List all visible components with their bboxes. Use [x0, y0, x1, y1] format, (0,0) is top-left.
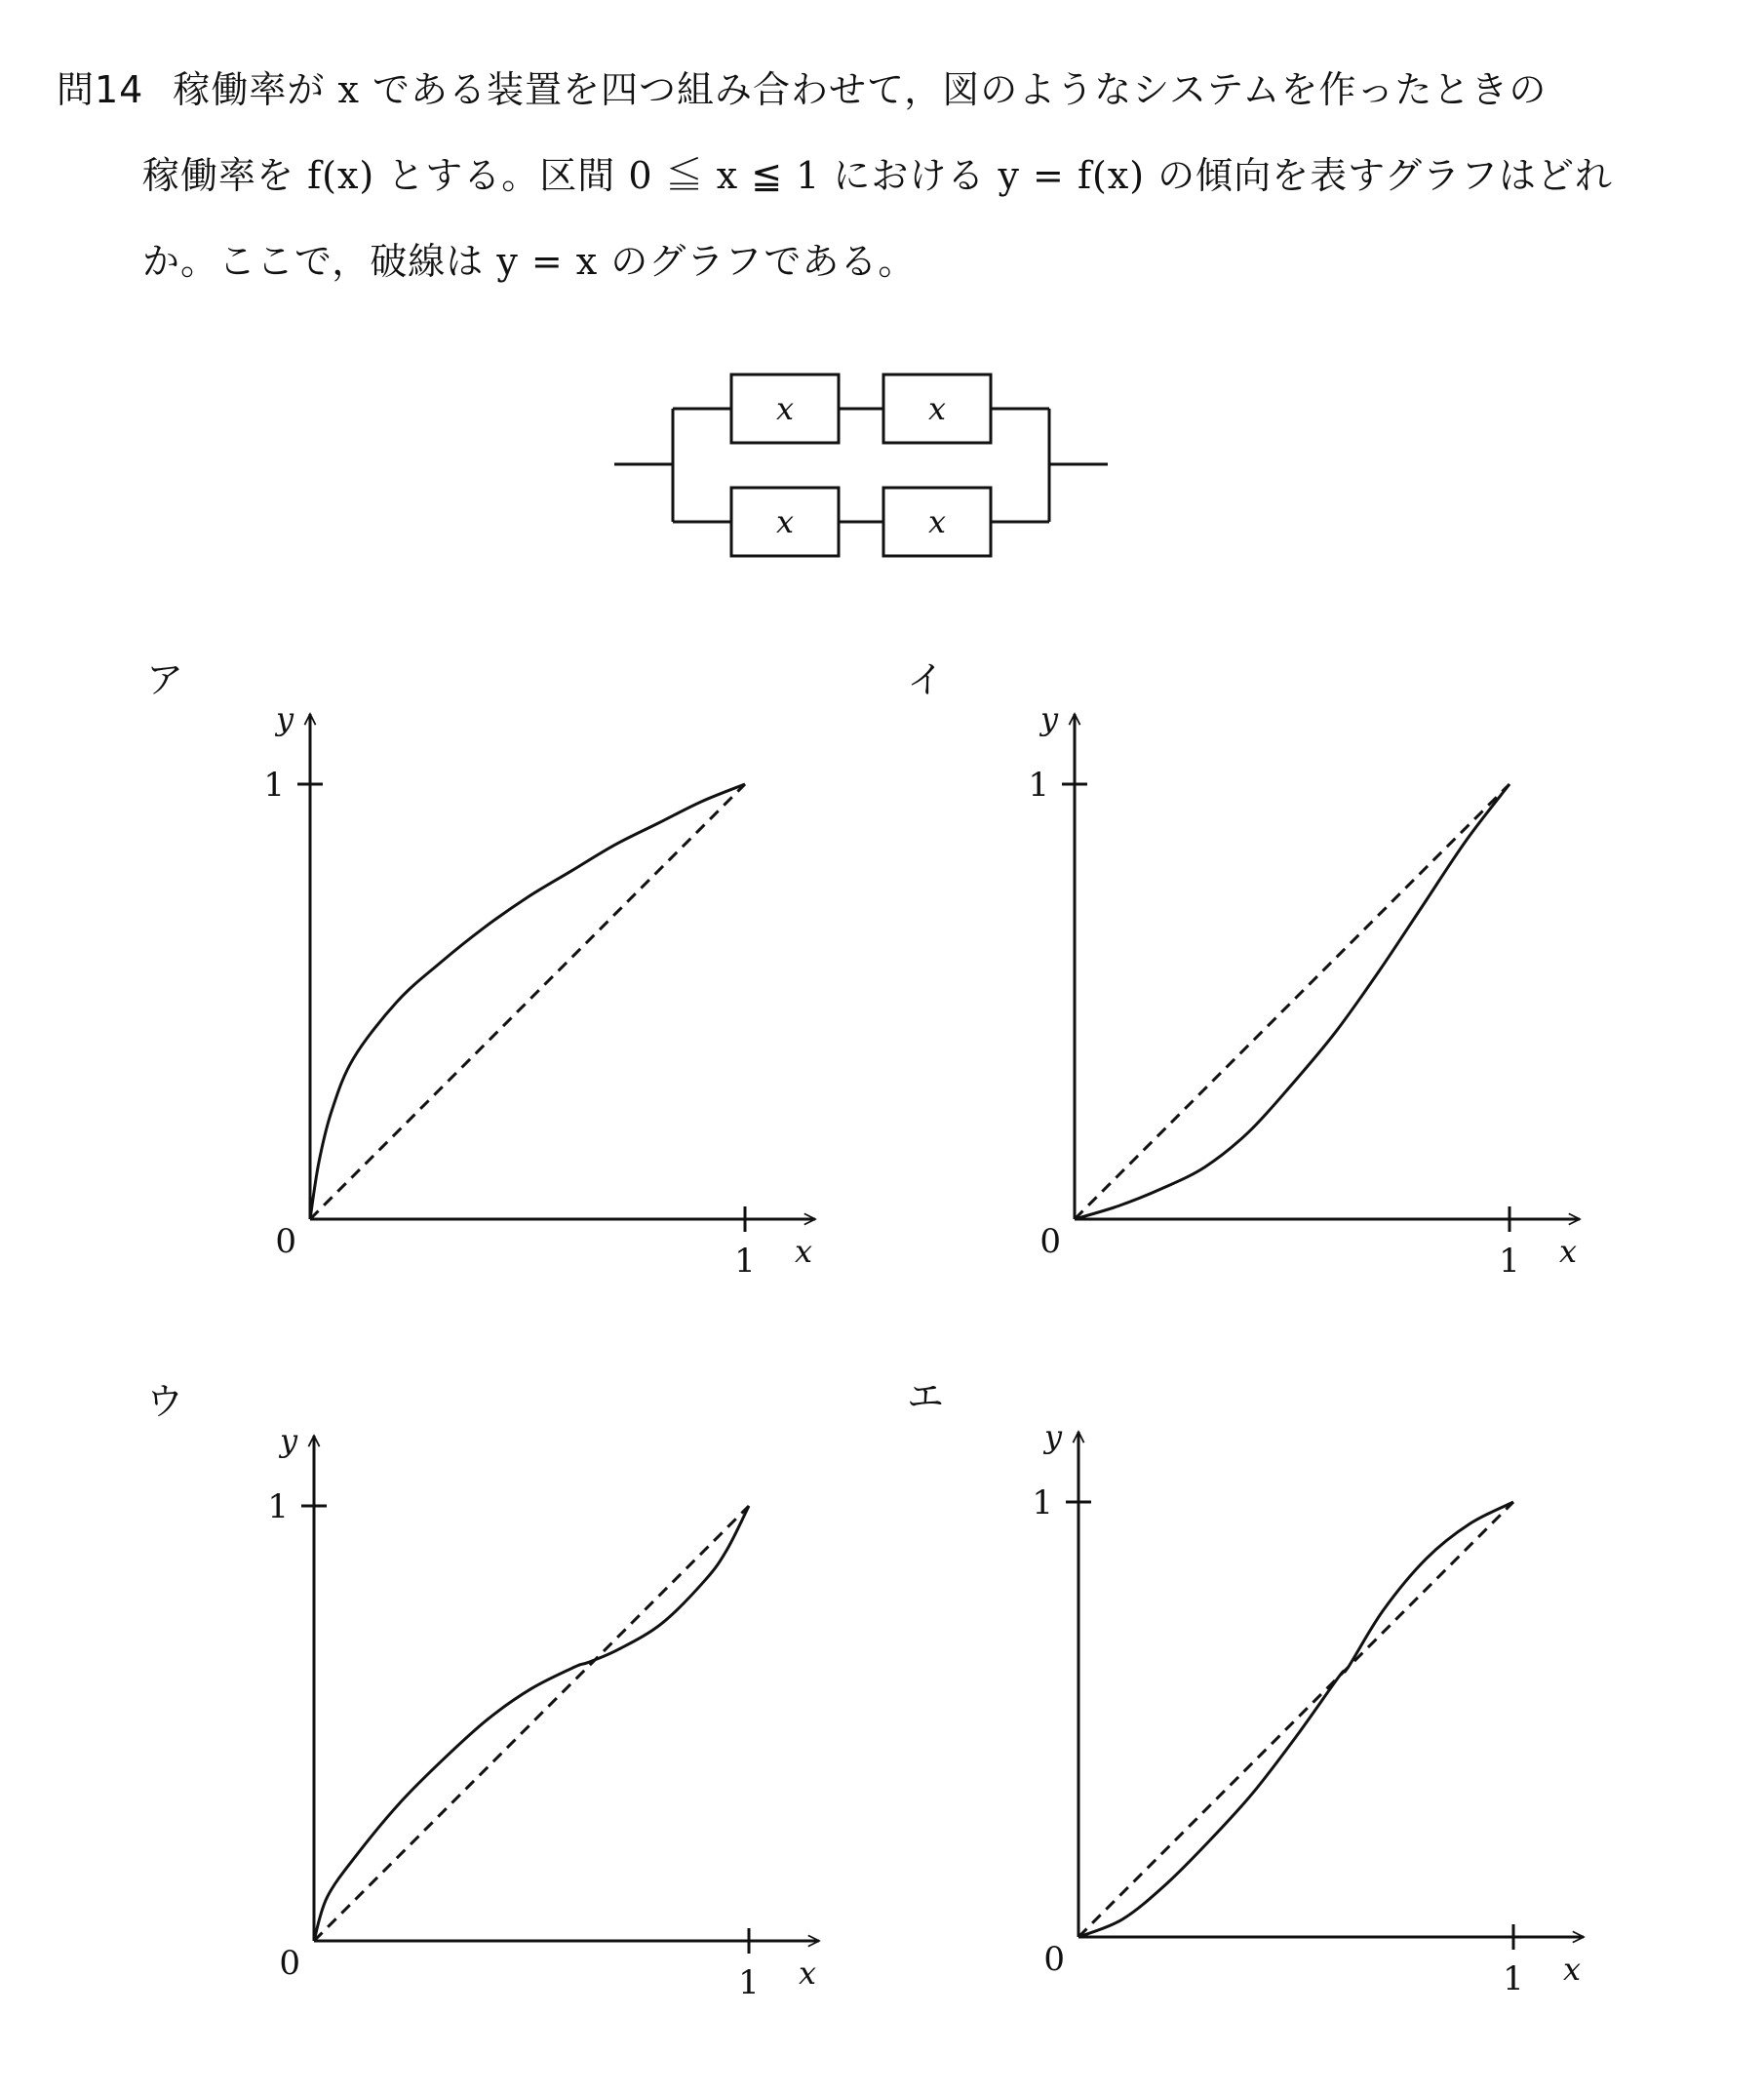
reference-dashed-line: [1078, 1502, 1513, 1937]
question-line-3: か。ここで，破線は y = x のグラフである。: [142, 240, 917, 283]
graph-2: [907, 658, 1580, 1281]
f-curve: [1075, 784, 1509, 1219]
question-line-1-text: 稼働率が x である装置を四つ組み合わせて，図のようなシステムを作ったときの: [173, 68, 1548, 111]
graph-3: [146, 1380, 819, 2002]
y-tick-label: 1: [267, 1487, 289, 1526]
origin-label: 0: [1043, 1940, 1065, 1979]
x-axis-label: x: [1558, 1233, 1578, 1270]
x-axis-label: x: [798, 1955, 817, 1992]
x-tick-label: 1: [1499, 1242, 1520, 1281]
question-line-2: 稼働率を f(x) とする。区間 0 ≦ x ≦ 1 における y = f(x) の傾向を表すグラフはどれ: [142, 154, 1614, 197]
x-tick-label: 1: [734, 1242, 756, 1281]
y-axis-label: y: [1043, 1418, 1063, 1455]
graph-1: [146, 658, 815, 1281]
y-tick-label: 1: [263, 766, 285, 805]
choice-label: イ: [907, 658, 945, 701]
device-label-top-2: x: [927, 390, 947, 427]
y-axis-label: y: [279, 1422, 298, 1459]
x-tick-label: 1: [738, 1963, 760, 2002]
f-curve: [314, 1506, 749, 1941]
reference-dashed-line: [1075, 784, 1509, 1219]
graph-4: [907, 1375, 1584, 1998]
x-tick-label: 1: [1503, 1959, 1524, 1998]
y-axis-label: y: [1039, 700, 1059, 737]
device-label-bottom-1: x: [775, 503, 795, 540]
f-curve: [1078, 1502, 1513, 1937]
f-curve: [310, 784, 745, 1219]
device-label-bottom-2: x: [927, 503, 947, 540]
reference-dashed-line: [314, 1506, 749, 1941]
reference-dashed-line: [310, 784, 745, 1219]
y-tick-label: 1: [1032, 1483, 1053, 1522]
question-number: 問14: [57, 68, 144, 111]
origin-label: 0: [1039, 1222, 1061, 1261]
y-axis-label: y: [275, 700, 294, 737]
origin-label: 0: [279, 1944, 300, 1983]
choice-label: ア: [146, 658, 184, 701]
choice-label: エ: [907, 1375, 945, 1418]
choice-label: ウ: [146, 1380, 184, 1423]
origin-label: 0: [275, 1222, 296, 1261]
x-axis-label: x: [1562, 1951, 1582, 1988]
x-axis-label: x: [794, 1233, 813, 1270]
device-label-top-1: x: [775, 390, 795, 427]
y-tick-label: 1: [1028, 766, 1049, 805]
